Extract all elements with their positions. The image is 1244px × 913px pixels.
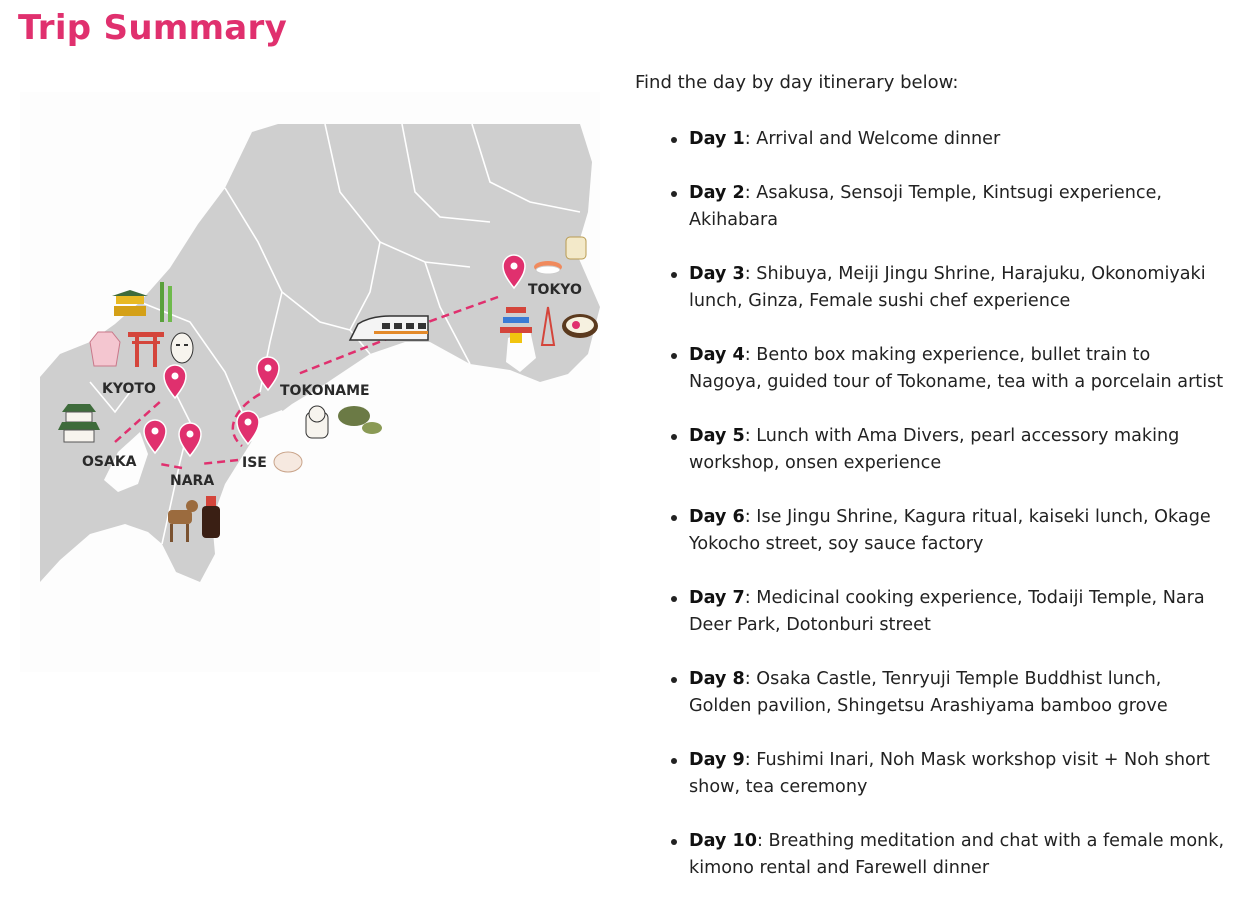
day-description: : Osaka Castle, Tenryuji Temple Buddhist lunch, Golden pavilion, Shingetsu Arashiyama bamboo grove (689, 669, 1168, 716)
day-description: : Medicinal cooking experience, Todaiji Temple, Nara Deer Park, Dotonburi street (689, 588, 1205, 635)
list-item (635, 747, 1225, 801)
itinerary-map (20, 92, 600, 672)
city-label: ISE (242, 455, 267, 471)
day-label: Day 9 (689, 750, 745, 770)
day-description: : Shibuya, Meiji Jingu Shrine, Harajuku, Okonomiyaki lunch, Ginza, Female sushi chef experience (689, 264, 1206, 311)
japan-route-map-graphic (20, 92, 600, 672)
shell-icon (274, 452, 302, 472)
kimono-icon (90, 332, 120, 366)
day-label: Day 8 (689, 669, 745, 689)
city-label: TOKYO (528, 282, 582, 298)
sake-cup-icon (566, 237, 586, 259)
list-item (635, 666, 1225, 720)
day-label: Day 3 (689, 264, 745, 284)
day-description: : Arrival and Welcome dinner (744, 129, 1001, 149)
list-item (635, 828, 1225, 882)
day-description: : Lunch with Ama Divers, pearl accessory making workshop, onsen experience (689, 426, 1180, 473)
day-description: : Fushimi Inari, Noh Mask workshop visit + Noh short show, tea ceremony (689, 750, 1210, 797)
itinerary-list (635, 126, 1225, 909)
osaka-castle-icon (58, 404, 100, 442)
teapot-icon (338, 406, 382, 434)
city-label: NARA (170, 473, 215, 489)
day-description: : Asakusa, Sensoji Temple, Kintsugi experience, Akihabara (689, 183, 1162, 230)
list-item (635, 261, 1225, 315)
lucky-cat-icon (306, 406, 328, 438)
day-description: : Ise Jingu Shrine, Kagura ritual, kaiseki lunch, Okage Yokocho street, soy sauce factory (689, 507, 1211, 554)
city-label: KYOTO (102, 381, 156, 397)
list-item (635, 342, 1225, 396)
list-item (635, 504, 1225, 558)
page-title: Trip Summary (18, 8, 288, 48)
itinerary-intro: Find the day by day itinerary below: (635, 72, 959, 93)
sushi-icon (534, 261, 562, 274)
list-item (635, 126, 1225, 153)
day-description: : Bento box making experience, bullet train to Nagoya, guided tour of Tokoname, tea with a porcelain artist (689, 345, 1224, 392)
day-label: Day 10 (689, 831, 758, 851)
noh-mask-icon (171, 333, 193, 363)
golden-pavilion-icon (112, 290, 148, 316)
list-item (635, 180, 1225, 234)
list-item (635, 585, 1225, 639)
day-label: Day 7 (689, 588, 745, 608)
city-label: TOKONAME (280, 383, 370, 399)
day-description: : Breathing meditation and chat with a female monk, kimono rental and Farewell dinner (689, 831, 1225, 878)
bento-icon (562, 314, 598, 338)
day-label: Day 6 (689, 507, 745, 527)
day-label: Day 5 (689, 426, 745, 446)
list-item (635, 423, 1225, 477)
day-label: Day 1 (689, 129, 745, 149)
city-label: OSAKA (82, 454, 137, 470)
day-label: Day 4 (689, 345, 745, 365)
day-label: Day 2 (689, 183, 745, 203)
